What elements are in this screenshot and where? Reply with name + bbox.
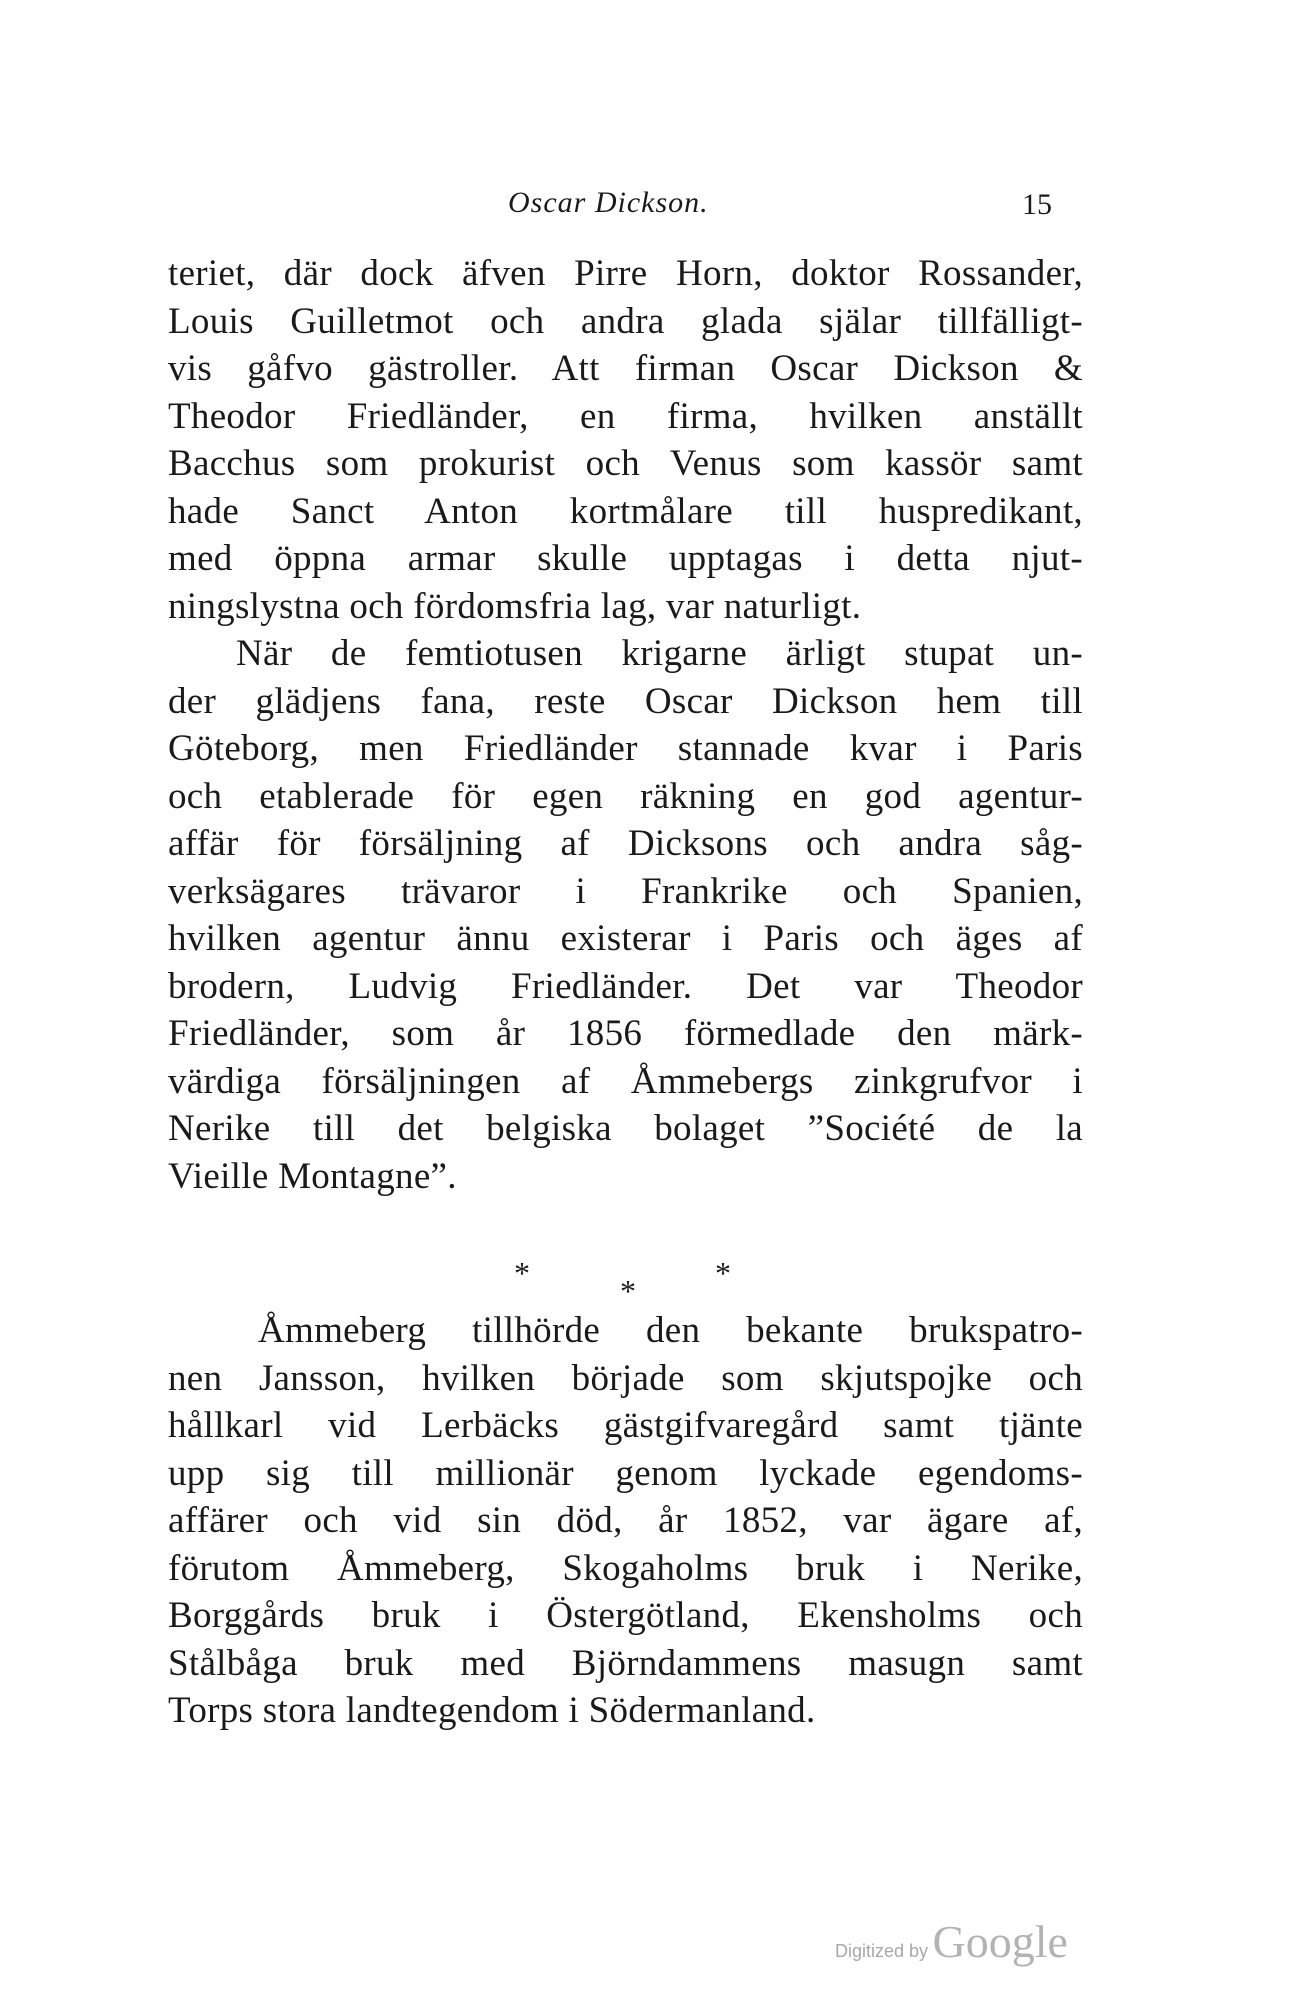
section-separator: [0, 1255, 1300, 1315]
page-number: 15: [1022, 188, 1052, 221]
text-line: hållkarl vid Lerbäcks gästgifvaregård samt tjänte: [168, 1405, 1083, 1446]
text-line: vis gåfvo gästroller. Att firman Oscar Dickson &: [168, 348, 1083, 389]
main-text-block: [168, 250, 1083, 1200]
asterisk: *: [514, 1255, 530, 1291]
text-line: hvilken agentur ännu existerar i Paris och äges af: [168, 918, 1083, 959]
text-line: Louis Guilletmot och andra glada själar tillfälligt-: [168, 300, 1083, 342]
text-line: Borggårds bruk i Östergötland, Ekensholms och: [168, 1595, 1083, 1636]
text-line: Torps stora landtegendom i Södermanland.: [168, 1690, 816, 1731]
text-line: teriet, där dock äfven Pirre Horn, doktor Rossander,: [168, 253, 1083, 294]
text-line: verksägares trävaror i Frankrike och Spanien,: [168, 870, 1083, 912]
text-line: der glädjens fana, reste Oscar Dickson hem till: [168, 680, 1083, 722]
text-line: affär för försäljning af Dicksons och andra såg-: [168, 823, 1083, 864]
text-line: Nerike till det belgiska bolaget ”Société de la: [168, 1108, 1083, 1149]
running-header-title: Oscar Dickson.: [508, 186, 709, 219]
paragraph-2: [168, 630, 1083, 1200]
asterisk: *: [715, 1255, 731, 1291]
text-line: Theodor Friedländer, en firma, hvilken anställt: [168, 395, 1083, 437]
text-line: förutom Åmmeberg, Skogaholms bruk i Nerike,: [168, 1547, 1083, 1589]
text-line: Bacchus som prokurist och Venus som kassör samt: [168, 443, 1083, 484]
paragraph-1: [168, 250, 1083, 630]
text-line: brodern, Ludvig Friedländer. Det var Theodor: [168, 965, 1083, 1007]
text-line: ningslystna och fördomsfria lag, var naturligt.: [168, 585, 862, 627]
second-text-block: [168, 1307, 1083, 1735]
text-line: värdiga försäljningen af Åmmebergs zinkgrufvor i: [168, 1060, 1083, 1102]
text-line: och etablerade för egen räkning en god agentur-: [168, 775, 1083, 817]
asterisk: *: [620, 1273, 636, 1309]
text-line: När de femtiotusen krigarne ärligt stupat un-: [236, 633, 1083, 674]
text-line: hade Sanct Anton kortmålare till huspredikant,: [168, 490, 1083, 532]
text-line: Stålbåga bruk med Björndammens masugn samt: [168, 1642, 1083, 1684]
digitized-watermark: [835, 1915, 1068, 1968]
text-line: med öppna armar skulle upptagas i detta njut-: [168, 538, 1083, 579]
text-line: Friedländer, som år 1856 förmedlade den märk-: [168, 1013, 1083, 1054]
paragraph-3: [168, 1307, 1083, 1735]
text-line: Göteborg, men Friedländer stannade kvar i Paris: [168, 728, 1083, 769]
watermark-prefix: Digitized by: [835, 1941, 929, 1961]
text-line: nen Jansson, hvilken började som skjutspojke och: [168, 1357, 1083, 1399]
text-line: Vieille Montagne”.: [168, 1155, 457, 1197]
text-line: upp sig till millionär genom lyckade egendoms-: [168, 1452, 1083, 1494]
google-logo: Google: [932, 1916, 1068, 1967]
text-line: Åmmeberg tillhörde den bekante brukspatro-: [258, 1310, 1083, 1351]
text-line: affärer och vid sin död, år 1852, var ägare af,: [168, 1500, 1083, 1541]
